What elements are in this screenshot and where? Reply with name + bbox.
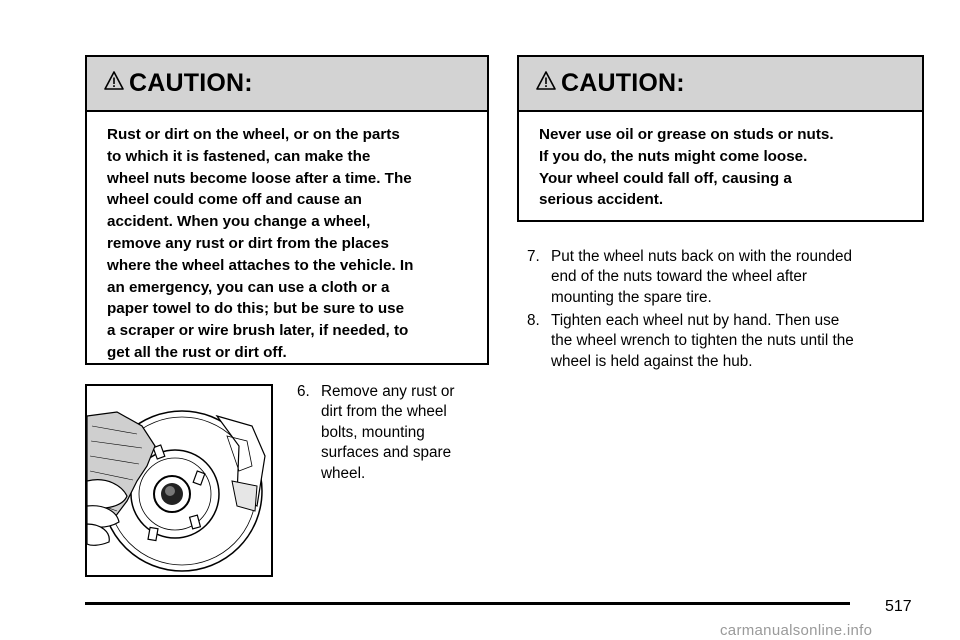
step-line: the wheel wrench to tighten the nuts until the [551, 332, 854, 350]
step-text [551, 311, 854, 372]
caution-line: Never use oil or grease on studs or nuts. [539, 126, 834, 143]
caution-box-rust [85, 55, 489, 365]
caution-line: serious accident. [539, 191, 664, 209]
step-line: surfaces and spare [321, 444, 452, 462]
caution-box-oil [517, 55, 924, 222]
caution-line: an emergency, you can use a cloth or a [107, 278, 390, 296]
step-text [551, 247, 852, 308]
caution-line: to which it is fastened, can make the [107, 147, 371, 165]
page-number: 517 [885, 598, 912, 615]
caution-line: wheel nuts become loose after a time. The [107, 169, 412, 187]
caution-line: accident. When you change a wheel, [107, 213, 371, 231]
step-line: Put the wheel nuts back on with the rounded [551, 248, 853, 265]
caution-header [519, 57, 922, 112]
caution-title: CAUTION: [561, 69, 685, 97]
wheel-hub-illustration [85, 384, 273, 577]
caution-title: CAUTION: [129, 69, 253, 97]
step-line: end of the nuts toward the wheel after [551, 268, 807, 286]
caution-line: Rust or dirt on the wheel, or on the parts [107, 126, 400, 143]
caution-line: a scraper or wire brush later, if needed, to [107, 322, 409, 340]
step-number: 8. [527, 312, 540, 329]
caution-line: If you do, the nuts might come loose. [539, 147, 808, 165]
caution-text [87, 112, 487, 364]
caution-line: Your wheel could fall off, causing a [539, 169, 792, 187]
warning-triangle-icon [535, 70, 557, 92]
step-line: wheel. [321, 464, 366, 482]
step-line: Tighten each wheel nut by hand. Then use [551, 312, 840, 329]
step-text [321, 382, 454, 484]
caution-header [87, 57, 487, 112]
caution-line: wheel could come off and cause an [107, 191, 362, 209]
caution-line: paper towel to do this; but be sure to use [107, 300, 405, 318]
caution-text [519, 112, 922, 211]
step-line: bolts, mounting [321, 423, 425, 441]
step-line: Remove any rust or [321, 383, 455, 400]
caution-line: remove any rust or dirt from the places [107, 234, 389, 252]
step-line: wheel is held against the hub. [551, 352, 753, 370]
step-number: 7. [527, 248, 540, 265]
step-line: dirt from the wheel [321, 403, 447, 421]
warning-triangle-icon [103, 70, 125, 92]
step-number: 6. [297, 383, 310, 400]
step-line: mounting the spare tire. [551, 288, 712, 306]
watermark: carmanualsonline.info [720, 622, 873, 639]
wheel-hub-drawing [87, 386, 271, 575]
caution-line: get all the rust or dirt off. [107, 343, 287, 361]
footer-rule [85, 602, 850, 605]
caution-line: where the wheel attaches to the vehicle. In [107, 256, 414, 274]
